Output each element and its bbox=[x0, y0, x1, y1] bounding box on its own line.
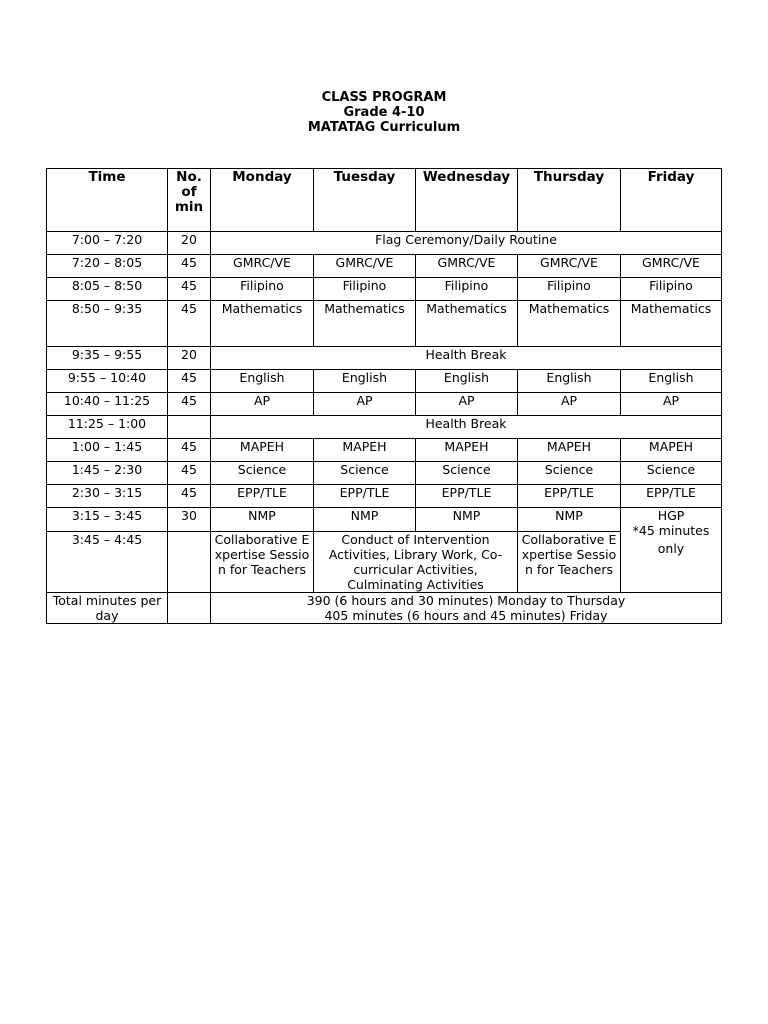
table-row bbox=[47, 485, 722, 508]
subject-cell: English bbox=[518, 370, 621, 393]
subject-cell: MAPEH bbox=[416, 439, 518, 462]
subject-cell: English bbox=[314, 370, 416, 393]
time-cell: 3:15 – 3:45 bbox=[47, 508, 168, 532]
minutes-cell bbox=[168, 593, 211, 624]
subject-cell: Mathematics bbox=[416, 301, 518, 347]
header-time: Time bbox=[47, 169, 168, 232]
subject-cell: MAPEH bbox=[621, 439, 722, 462]
activity-cell: Health Break bbox=[211, 416, 722, 439]
subject-cell: Science bbox=[211, 462, 314, 485]
header-friday: Friday bbox=[621, 169, 722, 232]
total-weekday-line: 390 (6 hours and 30 minutes) Monday to Thursday bbox=[306, 593, 626, 608]
subject-cell: NMP bbox=[314, 508, 416, 532]
header-monday: Monday bbox=[211, 169, 314, 232]
minutes-cell: 20 bbox=[168, 232, 211, 255]
table-row bbox=[47, 255, 722, 278]
subject-cell: EPP/TLE bbox=[416, 485, 518, 508]
table-row bbox=[47, 508, 722, 532]
title-line-2: Grade 4-10 bbox=[343, 105, 425, 120]
minutes-cell: 45 bbox=[168, 301, 211, 347]
time-cell: 8:50 – 9:35 bbox=[47, 301, 168, 347]
hgp-cell bbox=[621, 508, 722, 593]
subject-cell: Science bbox=[518, 462, 621, 485]
time-cell: 9:55 – 10:40 bbox=[47, 370, 168, 393]
subject-cell: AP bbox=[314, 393, 416, 416]
subject-cell: Science bbox=[621, 462, 722, 485]
minutes-cell: 45 bbox=[168, 278, 211, 301]
header-wednesday: Wednesday bbox=[416, 169, 518, 232]
header-minutes: No. of min bbox=[168, 169, 211, 232]
title-line-1: CLASS PROGRAM bbox=[321, 90, 447, 105]
collab-cell: Collaborative Expertise Session for Teachers bbox=[211, 532, 314, 593]
subject-cell: English bbox=[621, 370, 722, 393]
subject-cell: English bbox=[211, 370, 314, 393]
minutes-cell: 45 bbox=[168, 370, 211, 393]
minutes-cell: 45 bbox=[168, 439, 211, 462]
time-cell: 8:05 – 8:50 bbox=[47, 278, 168, 301]
minutes-cell: 20 bbox=[168, 347, 211, 370]
activity-cell: Health Break bbox=[211, 347, 722, 370]
time-cell: 10:40 – 11:25 bbox=[47, 393, 168, 416]
minutes-cell: 45 bbox=[168, 393, 211, 416]
class-program-table bbox=[46, 168, 722, 624]
table-row bbox=[47, 462, 722, 485]
subject-cell: GMRC/VE bbox=[621, 255, 722, 278]
total-label-cell: Total minutes per day bbox=[47, 593, 168, 624]
header-tuesday: Tuesday bbox=[314, 169, 416, 232]
subject-cell: NMP bbox=[416, 508, 518, 532]
subject-cell: AP bbox=[518, 393, 621, 416]
hgp-label: HGP bbox=[657, 508, 685, 523]
subject-cell: Science bbox=[416, 462, 518, 485]
minutes-cell: 45 bbox=[168, 255, 211, 278]
subject-cell: EPP/TLE bbox=[621, 485, 722, 508]
table-row bbox=[47, 532, 722, 593]
table-row bbox=[47, 232, 722, 255]
table-row bbox=[47, 347, 722, 370]
subject-cell: AP bbox=[416, 393, 518, 416]
time-cell: 7:00 – 7:20 bbox=[47, 232, 168, 255]
subject-cell: Mathematics bbox=[211, 301, 314, 347]
table-row bbox=[47, 370, 722, 393]
activity-cell: Flag Ceremony/Daily Routine bbox=[211, 232, 722, 255]
collab-cell: Collaborative Expertise Session for Teachers bbox=[518, 532, 621, 593]
intervention-cell: Conduct of Intervention Activities, Library Work, Co-curricular Activities, Culminating Activities bbox=[314, 532, 518, 593]
subject-cell: Filipino bbox=[416, 278, 518, 301]
subject-cell: EPP/TLE bbox=[211, 485, 314, 508]
table-header-row bbox=[47, 169, 722, 232]
table-row bbox=[47, 416, 722, 439]
time-cell: 1:45 – 2:30 bbox=[47, 462, 168, 485]
header-thursday: Thursday bbox=[518, 169, 621, 232]
subject-cell: NMP bbox=[211, 508, 314, 532]
subject-cell: MAPEH bbox=[518, 439, 621, 462]
table-row bbox=[47, 301, 722, 347]
document-title bbox=[0, 90, 768, 135]
time-cell: 1:00 – 1:45 bbox=[47, 439, 168, 462]
time-cell: 9:35 – 9:55 bbox=[47, 347, 168, 370]
subject-cell: Mathematics bbox=[621, 301, 722, 347]
minutes-cell: 45 bbox=[168, 485, 211, 508]
subject-cell: Filipino bbox=[621, 278, 722, 301]
minutes-cell: 45 bbox=[168, 462, 211, 485]
subject-cell: Filipino bbox=[518, 278, 621, 301]
subject-cell: Mathematics bbox=[314, 301, 416, 347]
time-cell: 2:30 – 3:15 bbox=[47, 485, 168, 508]
table-row bbox=[47, 439, 722, 462]
table-row bbox=[47, 393, 722, 416]
subject-cell: Science bbox=[314, 462, 416, 485]
total-summary-cell bbox=[211, 593, 722, 624]
subject-cell: NMP bbox=[518, 508, 621, 532]
subject-cell: GMRC/VE bbox=[314, 255, 416, 278]
subject-cell: AP bbox=[621, 393, 722, 416]
subject-cell: MAPEH bbox=[211, 439, 314, 462]
subject-cell: GMRC/VE bbox=[518, 255, 621, 278]
subject-cell: Filipino bbox=[314, 278, 416, 301]
subject-cell: AP bbox=[211, 393, 314, 416]
minutes-cell bbox=[168, 416, 211, 439]
time-cell: 3:45 – 4:45 bbox=[47, 532, 168, 593]
hgp-only-note: only bbox=[657, 541, 685, 556]
subject-cell: GMRC/VE bbox=[416, 255, 518, 278]
title-line-3: MATATAG Curriculum bbox=[307, 120, 461, 135]
table-row bbox=[47, 278, 722, 301]
hgp-duration-note: *45 minutes bbox=[632, 523, 710, 538]
subject-cell: EPP/TLE bbox=[518, 485, 621, 508]
minutes-cell: 30 bbox=[168, 508, 211, 532]
subject-cell: EPP/TLE bbox=[314, 485, 416, 508]
subject-cell: Filipino bbox=[211, 278, 314, 301]
minutes-cell bbox=[168, 532, 211, 593]
time-cell: 7:20 – 8:05 bbox=[47, 255, 168, 278]
subject-cell: Mathematics bbox=[518, 301, 621, 347]
time-cell: 11:25 – 1:00 bbox=[47, 416, 168, 439]
subject-cell: GMRC/VE bbox=[211, 255, 314, 278]
subject-cell: MAPEH bbox=[314, 439, 416, 462]
table-row bbox=[47, 593, 722, 624]
subject-cell: English bbox=[416, 370, 518, 393]
total-friday-line: 405 minutes (6 hours and 45 minutes) Friday bbox=[324, 608, 608, 623]
